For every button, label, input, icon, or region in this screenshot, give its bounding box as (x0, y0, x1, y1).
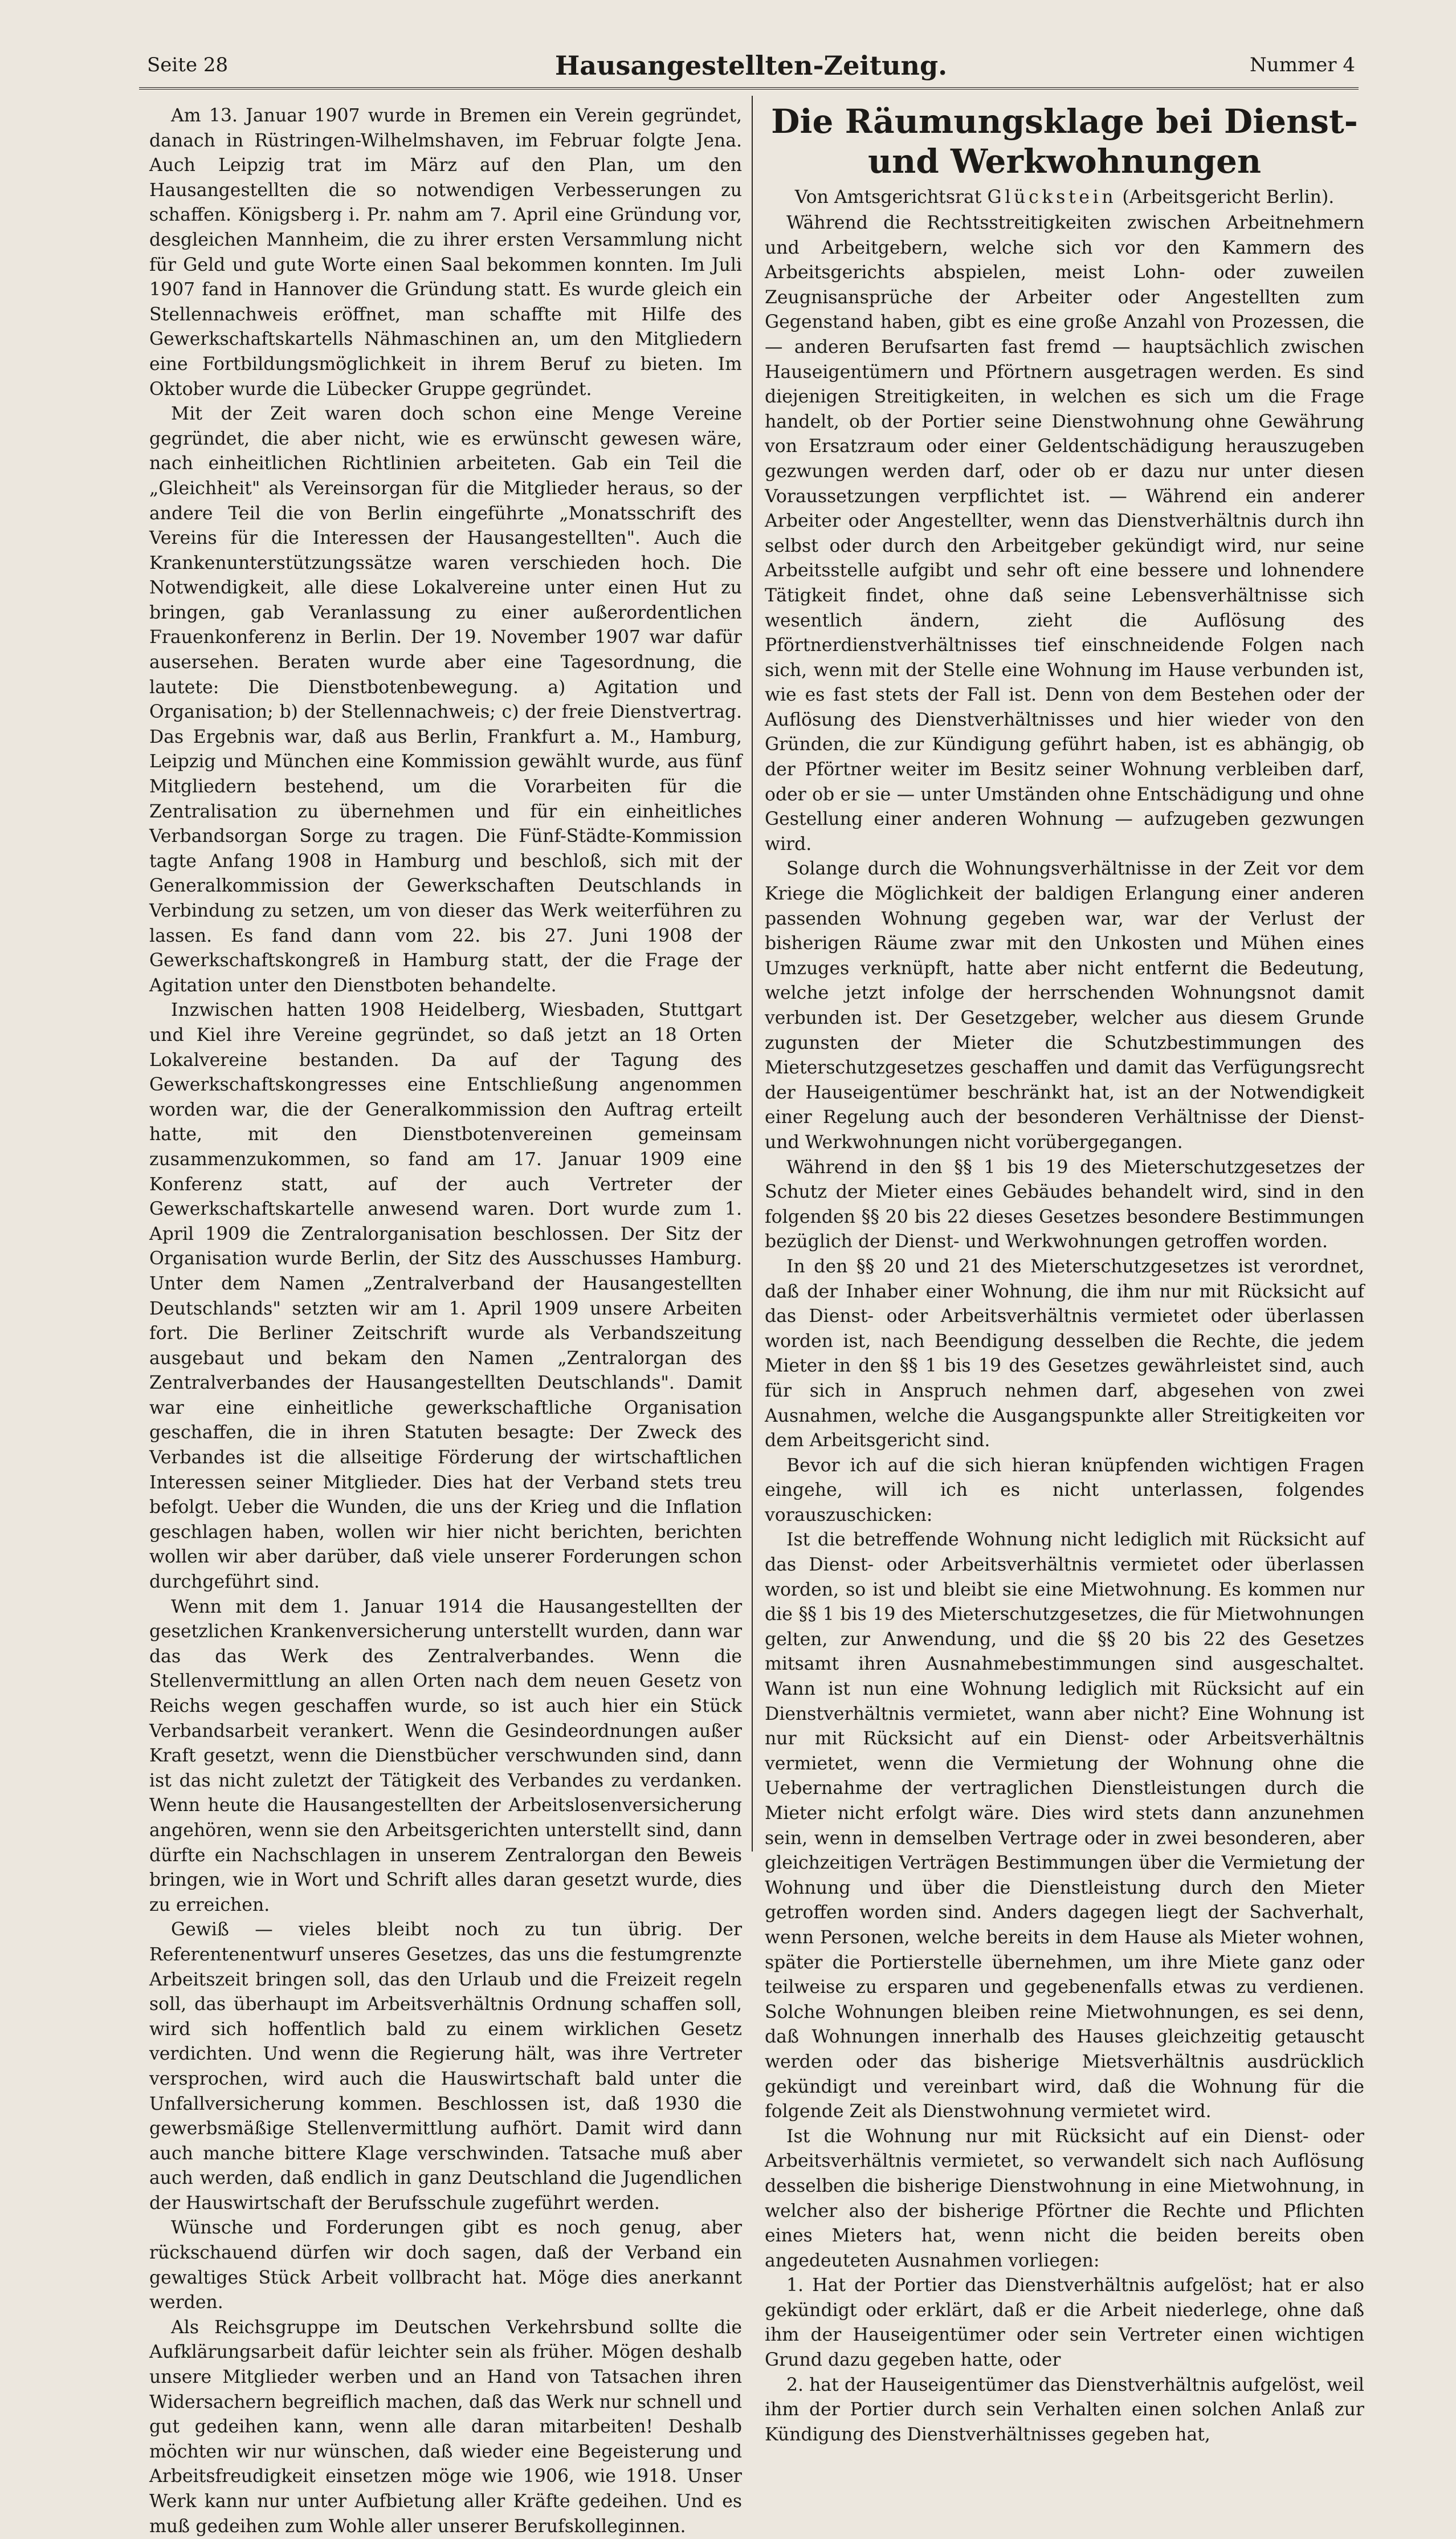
paragraph: Ist die betreffende Wohnung nicht lediglich mit Rücksicht auf das Dienst- oder Arbeitsverhältnis vermietet oder überlassen worden, so ist und bleibt sie eine Mietwohnung. Es kommen nur die §§ 1 bis 19 des Mieterschutzgesetzes, die für Mietwohnungen gelten, zur Anwendung, und die §§ 20 bis 22 des Gesetzes mitsamt ihren Ausnahmebestimmungen sind ausgeschaltet. Wann ist nun eine Wohnung lediglich mit Rücksicht auf ein Dienstverhältnis vermietet, wann aber nicht? Eine Wohnung ist nur mit Rücksicht auf ein Dienst- oder Arbeitsverhältnis vermietet, wenn die Vermietung der Wohnung ohne die Uebernahme der vertraglichen Dienstleistungen durch die Mieter nicht erfolgt wäre. Dies wird stets dann anzunehmen sein, wenn in demselben Vertrage oder in zwei besonderen, aber gleichzeitigen Verträgen Bestimmungen über die Vermietung der Wohnung und über die Dienstleistung durch den Mieter getroffen worden sind. Anders dagegen liegt der Sachverhalt, wenn Personen, welche bereits in dem Hause als Mieter wohnen, später die Portierstelle übernehmen, um ihre Miete ganz oder teilweise zu ersparen und gegebenenfalls etwas zu verdienen. Solche Wohnungen bleiben reine Mietwohnungen, es sei denn, daß Wohnungen innerhalb des Hauses gleichzeitig getauscht werden oder das bisherige Mietsverhältnis ausdrücklich gekündigt und vereinbart wird, daß die Wohnung für die folgende Zeit als Dienstwohnung vermietet wird. (765, 1529, 1364, 2122)
paragraph: Ist die Wohnung nur mit Rücksicht auf ein Dienst- oder Arbeitsverhältnis vermietet, so verwandelt sich nach Auflösung desselben die bisherige Dienstwohnung in eine Mietwohnung, in welcher also der bisherige Pförtner die Rechte und Pflichten eines Mieters hat, wenn nicht die beiden bereits oben angedeuteten Ausnahmen vorliegen: (765, 2126, 1364, 2271)
page-number: Seite 28 (147, 54, 229, 76)
right-column (765, 101, 1364, 2445)
paragraph: Mit der Zeit waren doch schon eine Menge Vereine gegründet, die aber nicht, wie es erwünscht gewesen wäre, nach einheitlichen Richtlinien arbeiteten. Gab ein Teil die „Gleichheit" als Vereinsorgan für die Mitglieder heraus, so der andere Teil die von Berlin eingeführte „Monatsschrift des Vereins für die Interessen der Hausangestellten". Auch die Krankenunterstützungssätze waren verschieden hoch. Die Notwendigkeit, alle diese Lokalvereine unter einen Hut zu bringen, gab Veranlassung zu einer außerordentlichen Frauenkonferenz in Berlin. Der 19. November 1907 war dafür ausersehen. Beraten wurde aber eine Tagesordnung, die lautete: Die Dienstbotenbewegung. a) Agitation und Organisation; b) der Stellennachweis; c) der freie Dienstvertrag. Das Ergebnis war, daß aus Berlin, Frankfurt a. M., Hamburg, Leipzig und München eine Kommission gewählt wurde, aus fünf Mitgliedern bestehend, um die Vorarbeiten für die Zentralisation zu übernehmen und für ein einheitliches Verbandsorgan Sorge zu tragen. Die Fünf-Städte-Kommission tagte Anfang 1908 in Hamburg und beschloß, sich mit der Generalkommission der Gewerkschaften Deutschlands in Verbindung zu setzen, um von dieser das Werk weiterführen zu lassen. Es fand dann vom 22. bis 27. Juni 1908 der Gewerkschaftskongreß in Hamburg statt, der die Frage der Agitation unter den Dienstboten behandelte. (149, 404, 742, 996)
paragraph: Während die Rechtsstreitigkeiten zwischen Arbeitnehmern und Arbeitgebern, welche sich vor den Kammern des Arbeitsgerichts abspielen, meist Lohn- oder zuweilen Zeugnisansprüche der Arbeiter oder Angestellten zum Gegenstand haben, gibt es eine große Anzahl von Prozessen, die — anderen Berufsarten fast fremd — hauptsächlich zwischen Hauseigentümern und Pförtnern ausgetragen werden. Es sind diejenigen Streitigkeiten, in welchen es sich um die Frage handelt, ob der Portier seine Dienstwohnung ohne Gewährung von Ersatzraum oder einer Geldentschädigung herauszugeben gezwungen werden darf, oder ob er dazu nur unter diesen Voraussetzungen verpflichtet ist. — Während ein anderer Arbeiter oder Angestellter, wenn das Dienstverhältnis durch ihn selbst oder durch den Arbeitgeber gekündigt wird, nur seine Arbeitsstelle aufgibt und sehr oft eine bessere und lohnendere Tätigkeit findet, ohne daß seine Lebensverhältnisse sich wesentlich ändern, zieht die Auflösung des Pförtnerdienstverhältnisses tief einschneidende Folgen nach sich, wenn mit der Stelle eine Wohnung im Hause verbunden ist, wie es fast stets der Fall ist. Denn von dem Bestehen oder der Auflösung des Dienstverhältnisses und hier wieder von den Gründen, die zur Kündigung geführt haben, ist es abhängig, ob der Pförtner weiter im Besitz seiner Wohnung verbleiben darf, oder ob er sie — unter Umständen ohne Entschädigung und ohne Gestellung einer anderen Wohnung — aufzugeben gezwungen wird. (765, 213, 1364, 855)
paragraph: Solange durch die Wohnungsverhältnisse in der Zeit vor dem Kriege die Möglichkeit der baldigen Erlangung einer anderen passenden Wohnung gegeben war, war der Verlust der bisherigen Räume zwar mit den Unkosten und Mühen eines Umzuges verknüpft, hatte aber nicht entfernt die Bedeutung, welche jetzt infolge der herrschenden Wohnungsnot damit verbunden ist. Der Gesetzgeber, welcher aus diesem Grunde zugunsten der Mieter die Schutzbestimmungen des Mieterschutzgesetzes geschaffen und damit das Verfügungsrecht der Hauseigentümer beschränkt hat, ist an der Notwendigkeit einer Regelung auch der besonderen Verhältnisse der Dienst- und Werkwohnungen nicht vorübergegangen. (765, 858, 1364, 1153)
paragraph: In den §§ 20 und 21 des Mieterschutzgesetzes ist verordnet, daß der Inhaber einer Wohnung, die ihm nur mit Rücksicht auf das Dienst- oder Arbeitsverhältnis vermietet oder überlassen worden ist, nach Beendigung desselben die Rechte, die jedem Mieter in den §§ 1 bis 19 des Gesetzes gewährleistet sind, auch für sich in Anspruch nehmen darf, abgesehen von zwei Ausnahmen, welche die Ausgangspunkte aller Streitigkeiten vor dem Arbeitsgericht sind. (765, 1256, 1364, 1451)
header-rule (139, 87, 1359, 89)
byline-prefix: Von Amtsgerichtsrat (794, 187, 988, 207)
byline-suffix: (Arbeitsgericht Berlin). (1116, 187, 1335, 207)
byline-author: Glückstein (987, 187, 1117, 207)
paragraph: Gewiß — vieles bleibt noch zu tun übrig. Der Referentenentwurf unseres Gesetzes, das uns die festumgrenzte Arbeitszeit bringen soll, das den Urlaub und die Freizeit regeln soll, das überhaupt im Arbeitsverhältnis Ordnung schaffen soll, wird sich hoffentlich bald zu einem wirklichen Gesetz verdichten. Und wenn die Regierung hält, was ihre Vertreter versprochen, wird auch die Hauswirtschaft bald unter die Unfallversicherung kommen. Beschlossen ist, daß 1930 die gewerbsmäßige Stellenvermittlung aufhört. Damit wird dann auch manche bittere Klage verschwinden. Tatsache muß aber auch werden, daß endlich in ganz Deutschland die Jugendlichen der Hauswirtschaft der Berufsschule zugeführt werden. (149, 1919, 742, 2214)
left-column (149, 104, 742, 2537)
list-item: 2. hat der Hauseigentümer das Dienstverhältnis aufgelöst, weil ihm der Portier durch sein Verhalten einen solchen Anlaß zur Kündigung des Dienstverhältnisses gegeben hat, (765, 2374, 1364, 2445)
issue-number: Nummer 4 (1250, 54, 1355, 76)
paragraph: Inzwischen hatten 1908 Heidelberg, Wiesbaden, Stuttgart und Kiel ihre Vereine gegründet, so daß jetzt an 18 Orten Lokalvereine bestanden. Da auf der Tagung des Gewerkschaftskongresses eine Entschließung angenommen worden war, die der Generalkommission den Auftrag erteilt hatte, mit den Dienstbotenvereinen gemeinsam zusammenzukommen, so fand am 17. Januar 1909 eine Konferenz statt, auf der auch Vertreter der Gewerkschaftskartelle anwesend waren. Dort wurde zum 1. April 1909 die Zentralorganisation beschlossen. Der Sitz der Organisation wurde Berlin, der Sitz des Ausschusses Hamburg. Unter dem Namen „Zentralverband der Hausangestellten Deutschlands" setzten wir am 1. April 1909 unsere Arbeiten fort. Die Berliner Zeitschrift wurde als Verbandszeitung ausgebaut und bekam den Namen „Zentralorgan des Zentralverbandes der Hausangestellten Deutschlands". Damit war eine einheitliche gewerkschaftliche Organisation geschaffen, die in ihren Statuten besagte: Der Zweck des Verbandes ist die allseitige Förderung der wirtschaftlichen Interessen seiner Mitglieder. Dies hat der Verband stets treu befolgt. Ueber die Wunden, die uns der Krieg und die Inflation geschlagen haben, wollen wir hier nicht berichten, berichten wollen wir aber darüber, daß viele unserer Forderungen schon durchgeführt sind. (149, 1000, 742, 1593)
paragraph: Am 13. Januar 1907 wurde in Bremen ein Verein gegründet, danach in Rüstringen-Wilhelmshaven, im Februar folgte Jena. Auch Leipzig trat im März auf den Plan, um den Hausangestellten die so notwendigen Verbesserungen zu schaffen. Königsberg i. Pr. nahm am 7. April eine Gründung vor, desgleichen Mannheim, die zu ihrer ersten Versammlung nicht für Geld und gute Worte einen Saal bekommen konnten. Im Juli 1907 fand in Hannover die Gründung statt. Es wurde gleich ein Stellennachweis eröffnet, man schaffte mit Hilfe des Gewerkschaftskartells Nähmaschinen an, um den Mitgliedern eine Fortbildungsmöglichkeit in ihrem Beruf zu bieten. Im Oktober wurde die Lübecker Gruppe gegründet. (149, 105, 742, 400)
list-item: 1. Hat der Portier das Dienstverhältnis aufgelöst; hat er also gekündigt oder erklärt, daß er die Arbeit niederlege, ohne daß ihm der Hauseigentümer oder sein Vertreter einen wichtigen Grund dazu gegeben hatte, oder (765, 2275, 1364, 2371)
column-divider (752, 96, 753, 1852)
paragraph: Als Reichsgruppe im Deutschen Verkehrsbund sollte die Aufklärungsarbeit dafür leichter sein als früher. Mögen deshalb unsere Mitglieder werben und an Hand von Tatsachen ihren Widersachern begreiflich machen, daß das Werk nur schnell und gut gedeihen kann, wenn alle daran mitarbeiten! Deshalb möchten wir nur wünschen, daß wieder eine Begeisterung und Arbeitsfreudigkeit einsetzen möge wie 1906, wie 1918. Unser Werk kann nur unter Aufbietung aller Kräfte gedeihen. Und es muß gedeihen zum Wohle aller unserer Berufskolleginnen. (149, 2317, 742, 2537)
paragraph: Wenn mit dem 1. Januar 1914 die Hausangestellten der gesetzlichen Krankenversicherung unterstellt wurden, dann war das das Werk des Zentralverbandes. Wenn die Stellenvermittlung an allen Orten nach dem neuen Gesetz von Reichs wegen geschaffen wurde, so ist auch hier ein Stück Verbandsarbeit verankert. Wenn die Gesindeordnungen außer Kraft gesetzt, wenn die Dienstbücher verschwunden sind, dann ist das nicht zuletzt der Tätigkeit des Verbandes zu verdanken. Wenn heute die Hausangestellten der Arbeitslosenversicherung angehören, wenn sie den Arbeitsgerichten unterstellt sind, dann dürfte ein Nachschlagen in unserem Zentralorgan den Beweis bringen, wie in Wort und Schrift alles daran gesetzt wurde, dies zu erreichen. (149, 1596, 742, 1915)
paragraph: Während in den §§ 1 bis 19 des Mieterschutzgesetzes der Schutz der Mieter eines Gebäudes behandelt wird, sind in den folgenden §§ 20 bis 22 dieses Gesetzes besondere Bestimmungen bezüglich der Dienst- und Werkwohnungen getroffen worden. (765, 1157, 1364, 1252)
article-title: Die Räumungsklage bei Dienst- und Werkwohnungen (771, 102, 1358, 181)
paragraph: Bevor ich auf die sich hieran knüpfenden wichtigen Fragen eingehe, will ich es nicht unterlassen, folgendes vorauszuschicken: (765, 1455, 1364, 1525)
paragraph: Wünsche und Forderungen gibt es noch genug, aber rückschauend dürfen wir doch sagen, daß der Verband ein gewaltiges Stück Arbeit vollbracht hat. Möge dies anerkannt werden. (149, 2217, 742, 2313)
article-byline (765, 185, 1364, 210)
newspaper-title: Hausangestellten-Zeitung. (554, 50, 948, 81)
